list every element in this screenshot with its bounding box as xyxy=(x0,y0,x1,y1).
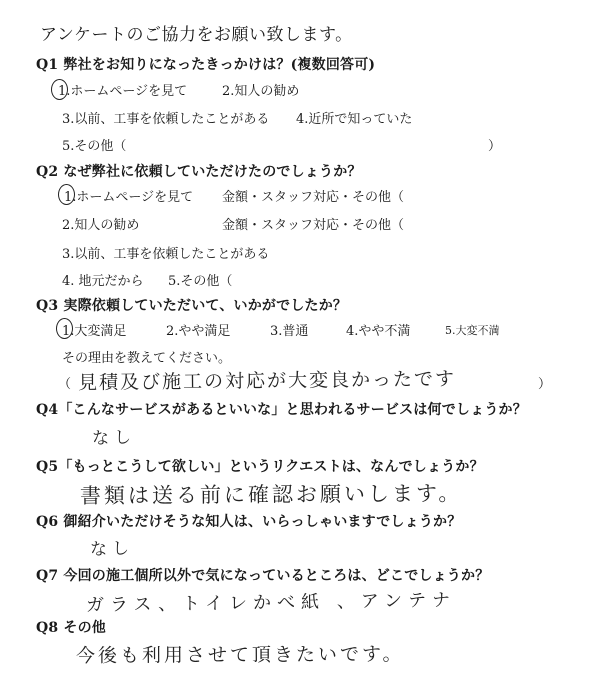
q3-option-2: 2.やや満足 xyxy=(166,324,231,339)
q4-question: Q4「こんなサービスがあるといいな」と思われるサービスは何でしょうか？ xyxy=(36,402,527,418)
q7-question: Q7 今回の施工個所以外で気になっているところは、どこでしょうか？ xyxy=(36,568,490,584)
q8-handwritten-answer: 今後も利用させて頂きたいです。 xyxy=(75,643,405,667)
q6-handwritten-answer: なし xyxy=(89,538,135,560)
q8-question: Q8 その他 xyxy=(36,620,107,636)
q1-option-3: 3.以前、工事を依頼したことがある xyxy=(62,112,270,127)
q3-handwritten-answer: 見積及び施工の対応が大変良かったです xyxy=(77,368,457,394)
q4-handwritten-answer: なし xyxy=(91,427,137,449)
q2-option-2: 2.知人の勧め xyxy=(62,218,140,233)
q7-handwritten-answer: ガラス、トイレかべ紙 、アンテナ xyxy=(85,589,457,616)
q3-option-3: 3.普通 xyxy=(270,324,309,339)
q1-option-2: 2.知人の勧め xyxy=(222,84,300,99)
q3-question: Q3 実際依頼していただいて、いかがでしたか？ xyxy=(36,298,348,314)
q3-option-1: 1.大変満足 xyxy=(62,324,127,339)
q1-option-1: 1.ホームページを見て xyxy=(58,84,188,99)
q6-question: Q6 御紹介いただけそうな知人は、いらっしゃいますでしょうか？ xyxy=(36,514,462,530)
q2-option-4: 4. 地元だから xyxy=(62,274,144,289)
q2-option-2-sub: 金額・スタッフ対応・その他（ xyxy=(222,218,405,233)
q3-option-4: 4.やや不満 xyxy=(346,324,411,339)
q3-option-5: 5.大変不満 xyxy=(445,324,500,337)
q3-open-paren: （ xyxy=(58,377,72,392)
q2-option-5: 5.その他（ xyxy=(168,274,233,289)
q5-handwritten-answer: 書類は送る前に確認お願いします。 xyxy=(79,481,463,508)
q1-close-paren: ） xyxy=(488,139,502,154)
q1-question: Q1 弊社をお知りになったきっかけは？(複数回答可) xyxy=(36,57,376,73)
q2-question: Q2 なぜ弊社に依頼していただけたのでしょうか？ xyxy=(36,164,362,180)
q2-option-1-sub: 金額・スタッフ対応・その他（ xyxy=(222,190,405,205)
q1-option-4: 4.近所で知っていた xyxy=(296,112,413,127)
q1-option-5: 5.その他（ xyxy=(62,139,127,154)
q2-option-1: 1.ホームページを見て xyxy=(64,190,194,205)
q5-question: Q5「もっとこうして欲しい」というリクエストは、なんでしょうか？ xyxy=(36,459,484,475)
q3-close-paren: ） xyxy=(538,377,552,392)
q2-option-3: 3.以前、工事を依頼したことがある xyxy=(62,247,270,262)
survey-title: アンケートのご協力をお願い致します。 xyxy=(40,25,353,45)
q3-reason-prompt: その理由を教えてください。 xyxy=(62,351,232,366)
